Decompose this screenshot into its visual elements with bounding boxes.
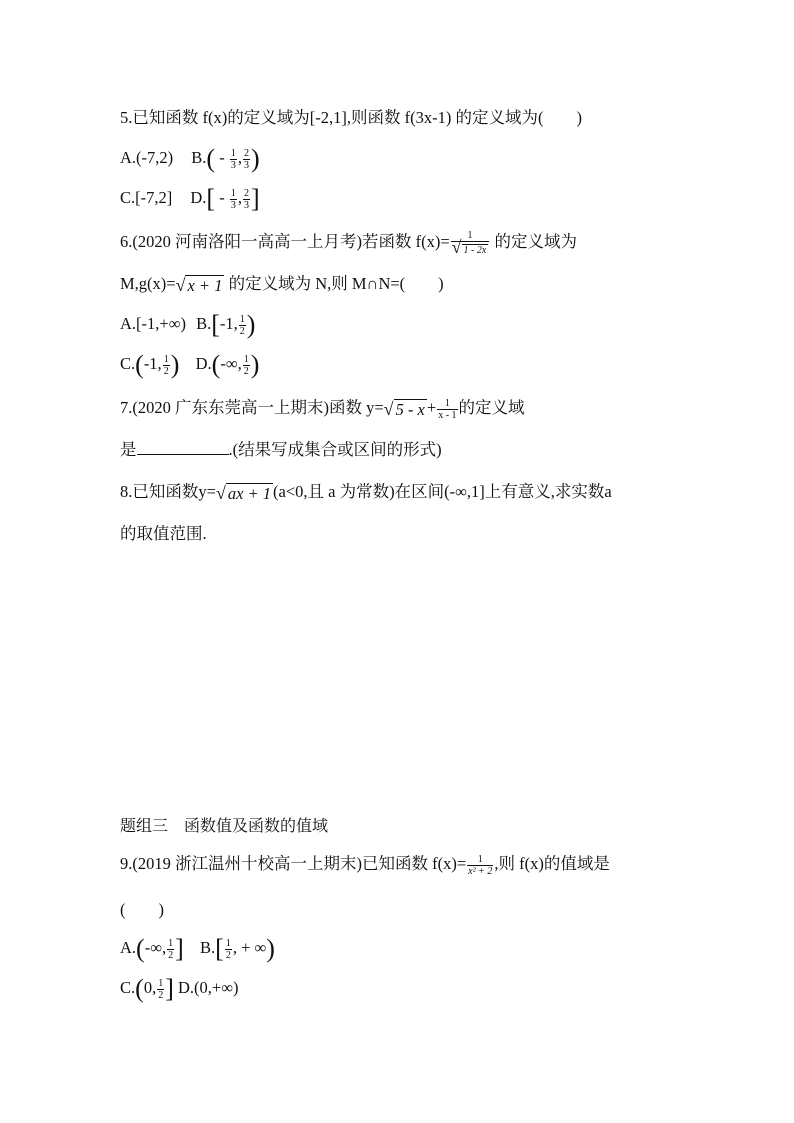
q8-stem-post: (a<0,且 a 为常数)在区间(-∞,1]上有意义,求实数a — [273, 482, 612, 501]
q7-stem: 7.(2020 广东东莞高一上期末)函数 y=√ 5 - x + $\frac{1}{x - 1}$ 的定义域 — [120, 397, 525, 421]
q9-option-b: B.[ $\frac{1}{2}$ , + ∞) — [200, 934, 275, 964]
q5-b-frac2: $\frac{2}{3}$ — [243, 147, 249, 171]
q8-sqrt: √ ax + 1 — [215, 482, 272, 503]
q9-stem — [120, 852, 610, 877]
q6-stem-post: 的定义域为 — [490, 232, 577, 251]
q7-fraction: $\frac{1}{x - 1}$ — [438, 397, 457, 421]
q5-option-d: D.[ - $\frac{1}{3}$ , $\frac{2}{3}$ ] — [190, 184, 260, 214]
q7-line2-pre: 是 — [120, 440, 137, 459]
q5-d-frac1: $\frac{1}{3}$ — [230, 187, 236, 211]
q9-stem-pre: 9.(2019 浙江温州十校高一上期末)已知函数 f(x)= — [120, 854, 467, 873]
q9-stem-post: ,则 f(x)的值域是 — [494, 854, 610, 873]
q6-options-ab — [120, 310, 256, 340]
q5-options-cd — [120, 184, 260, 214]
q5-b-frac1: $\frac{1}{3}$ — [230, 147, 236, 171]
q7-answer-blank[interactable] — [137, 438, 229, 455]
q5-option-a: A.(-7,2) — [120, 148, 174, 167]
q7-line2-post: .(结果写成集合或区间的形式) — [228, 440, 442, 459]
q6-option-a: A.[-1,+∞) — [120, 314, 186, 333]
q5-d-sign: - — [219, 188, 225, 207]
q8-line2: 的取值范围. — [120, 524, 207, 543]
q6-stem — [120, 230, 577, 256]
q8-stem-pre: 8.已知函数y= — [120, 482, 216, 501]
q5-b-prefix: B. — [191, 148, 207, 167]
q5-option-b: B.( - $\frac{1}{3}$ , $\frac{2}{3}$ ) — [191, 144, 260, 174]
q5-d-frac2: $\frac{2}{3}$ — [243, 187, 249, 211]
q9-fraction: $\frac{1}{\text{x² + 2}}$ — [468, 853, 493, 877]
q6-option-b: B.[-1, $\frac{1}{2}$ ) — [196, 310, 256, 340]
q5-options-ab — [120, 144, 260, 174]
q9-option-d: D.(0,+∞) — [177, 978, 239, 997]
q6-line2 — [120, 272, 444, 298]
q7-stem-pre: 7.(2020 广东东莞高一上期末)函数 y= — [120, 398, 384, 417]
q9-option-a: A.(-∞, $\frac{1}{2}$ ] — [120, 934, 184, 964]
q7-sqrt: √ 5 - x — [383, 398, 425, 419]
q9-paren: ( ) — [120, 900, 164, 919]
q7-stem-post: 的定义域 — [458, 398, 525, 417]
q9-option-c: C.(0, $\frac{1}{2}$ ] — [120, 974, 174, 1004]
q6-line2-pre: M,g(x)= — [120, 274, 176, 293]
q5-option-c: C.[-7,2] — [120, 188, 173, 207]
q5-b-sign: - — [219, 148, 225, 167]
q6-option-c: C.(-1, $\frac{1}{2}$ ) — [120, 350, 180, 380]
q6-f-fraction: $\frac{1}{√ 1 - 2x}$ — [451, 230, 490, 256]
q6-options-cd — [120, 350, 260, 380]
group3-heading: 题组三 函数值及函数的值域 — [120, 816, 329, 835]
q8-stem — [120, 480, 612, 506]
q6-g-sqrt: √ x + 1 — [175, 274, 223, 295]
q5-d-prefix: D. — [190, 188, 207, 207]
q6-stem-pre: 6.(2020 河南洛阳一高高一上月考)若函数 f(x)= — [120, 232, 450, 251]
q6-option-d: D.(-∞, $\frac{1}{2}$ ) — [195, 350, 260, 380]
q9-options-cd — [120, 974, 239, 1004]
q6-line2-post: 的定义域为 N,则 M∩N=( ) — [224, 274, 444, 293]
q9-options-ab — [120, 934, 275, 964]
q7-line2 — [120, 438, 442, 462]
q5-stem: 5.已知函数 f(x)的定义域为[-2,1],则函数 f(3x-1) 的定义域为( ) — [120, 108, 582, 127]
